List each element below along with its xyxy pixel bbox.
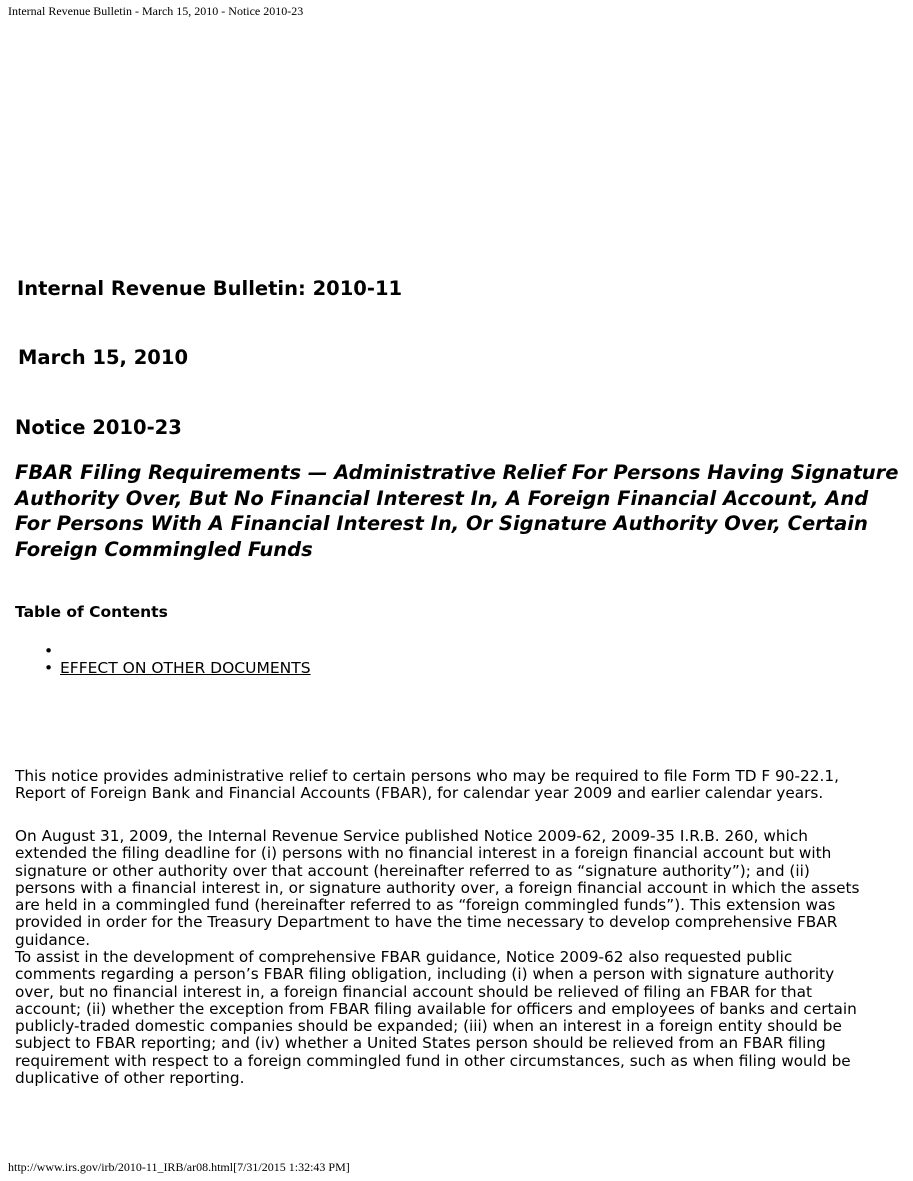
notice-title-line: For Persons With A Financial Interest In, Or Signature Authority Over, Certain: [15, 512, 868, 535]
text-line: extended the filing deadline for (i) persons with no financial interest in a foreign financial account but with: [15, 844, 832, 863]
text-line: On August 31, 2009, the Internal Revenue Service published Notice 2009-62, 2009-35 I.R.B. 260, which: [15, 827, 808, 845]
text-line: duplicative of other reporting.: [15, 1069, 245, 1088]
toc-link-effect-on-other-documents[interactable]: EFFECT ON OTHER DOCUMENTS: [60, 659, 311, 677]
paragraph-background: [15, 828, 860, 949]
notice-title-line: Foreign Commingled Funds: [15, 537, 313, 561]
print-header: Internal Revenue Bulletin - March 15, 2010 - Notice 2010-23: [8, 4, 304, 18]
text-line: provided in order for the Treasury Department to have the time necessary to develop comprehensive FBAR: [15, 913, 838, 932]
notice-number: Notice 2010-23: [15, 416, 182, 439]
bulletin-date: March 15, 2010: [18, 346, 189, 369]
text-line: Report of Foreign Bank and Financial Accounts (FBAR), for calendar year 2009 and earlier calendar years.: [15, 784, 824, 803]
toc-item: [44, 659, 311, 677]
notice-title-line: Authority Over, But No Financial Interest In, A Foreign Financial Account, And: [15, 486, 869, 510]
text-line: comments regarding a person’s FBAR filing obligation, including (i) when a person with signature authority: [15, 965, 835, 984]
text-line: subject to FBAR reporting; and (iv) whether a United States person should be relieved from an FBAR filing: [15, 1034, 826, 1053]
text-line: This notice provides administrative relief to certain persons who may be required to file Form TD F 90-22.1,: [15, 767, 839, 785]
paragraph-comments: [15, 949, 857, 1087]
text-line: publicly-traded domestic companies should be expanded; (iii) when an interest in a foreign entity should be: [15, 1017, 842, 1036]
text-line: guidance.: [15, 930, 91, 949]
bullet-icon: •: [44, 642, 54, 660]
notice-title-line: FBAR Filing Requirements — Administrative Relief For Persons Having Signature: [15, 461, 899, 484]
toc-item: [44, 642, 311, 660]
toc-heading: Table of Contents: [15, 603, 168, 621]
text-line: signature or other authority over that account (hereinafter referred to as “signature authority”); and (ii): [15, 861, 810, 880]
text-line: over, but no financial interest in, a foreign financial account should be relieved of filing an FBAR for that: [15, 982, 812, 1001]
text-line: account; (ii) whether the exception from FBAR filing available for officers and employees of banks and certain: [15, 999, 857, 1018]
toc-list: [44, 642, 311, 677]
bullet-icon: •: [44, 659, 54, 677]
bulletin-title: Internal Revenue Bulletin: 2010-11: [17, 277, 403, 300]
paragraph-intro: [15, 768, 839, 803]
text-line: are held in a commingled fund (hereinafter referred to as “foreign commingled funds”). This extension was: [15, 896, 836, 915]
text-line: To assist in the development of comprehensive FBAR guidance, Notice 2009-62 also requested public: [15, 948, 793, 966]
text-line: persons with a financial interest in, or signature authority over, a foreign financial account in which the assets: [15, 878, 860, 897]
print-footer: http://www.irs.gov/irb/2010-11_IRB/ar08.html[7/31/2015 1:32:43 PM]: [8, 1160, 350, 1174]
notice-title: [15, 460, 899, 562]
text-line: requirement with respect to a foreign commingled fund in other circumstances, such as when filing would be: [15, 1051, 851, 1070]
